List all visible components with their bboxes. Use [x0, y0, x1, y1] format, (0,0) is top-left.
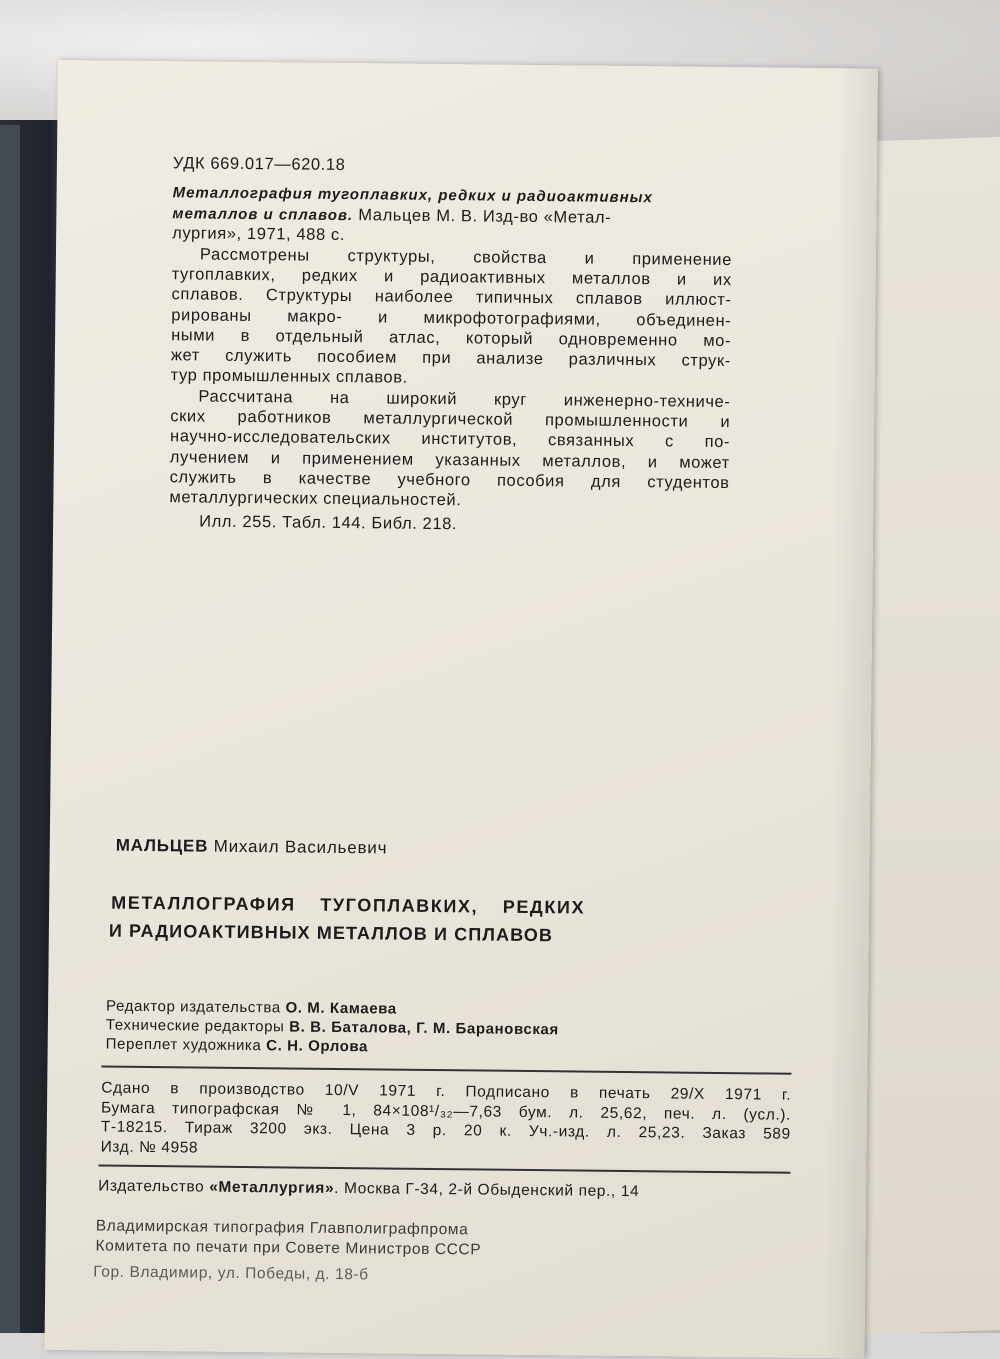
annotation-paragraph-1: Рассмотрены структуры, свойства и применение тугоплавких, редких и радиоактивных металлов и их сплавов. Структуры наиболее типичных сплавов иллюст- рированы макро- и микрофотографиями, объединен- ными в отдельный атлас, который одновременно мо- жет служить пособием при анализе различных струк- тур промышленных сплавов. — [170, 245, 733, 387]
annotation-title-line3: лургия», 1971, 488 с. — [172, 224, 346, 245]
author-given-names: Михаил Васильевич — [208, 836, 388, 858]
author-name — [116, 836, 388, 859]
publisher-address: . Москва Г-34, 2-й Обыденский пер., 14 — [334, 1179, 640, 1201]
credit-editor-name: О. М. Камаева — [285, 999, 397, 1018]
credit-tech-editors-name: В. В. Баталова, Г. М. Барановская — [289, 1018, 559, 1039]
printer-line-2: Комитета по печати при Совете Министров СССР — [95, 1237, 482, 1259]
book-page — [44, 60, 877, 1359]
credit-binding-artist-label: Переплет художника — [105, 1035, 267, 1055]
publisher-prefix: Издательство — [98, 1177, 210, 1196]
credit-binding-artist — [106, 1035, 369, 1058]
credit-editor-label: Редактор издательства — [106, 997, 286, 1017]
annotation-title-bold: металлов и сплавов. — [172, 205, 354, 225]
annotation-paragraph-2: Рассчитана на широкий круг инженерно-техниче- ских работников металлургической промышленности и научно-исследовательских институтов, связанных с по- лучением и применением указанных металлов, и может служить в качестве учебного пособия для студентов металлургических специальностей. — [169, 387, 731, 510]
imprint-top-rule — [101, 1066, 791, 1075]
annotation-title-rest: Мальцев М. В. Изд-во «Метал- — [353, 206, 612, 227]
credit-binding-artist-name: С. Н. Орлова — [266, 1037, 369, 1056]
author-surname: МАЛЬЦЕВ — [115, 835, 209, 856]
book-title-line1: МЕТАЛЛОГРАФИЯ ТУГОПЛАВКИХ, РЕДКИХ — [111, 892, 586, 918]
imprint-block: Сдано в производство 10/V 1971 г. Подписано в печать 29/X 1971 г. Бумага типографская № 1, 84×108¹/₃₂—7,63 бум. л. 25,62, печ. л. (усл.). Т-18215. Тираж 3200 экз. Цена 3 р. 20 к. Уч.-изд. л. 25,23. Заказ 589 Изд. № 4958 — [100, 1079, 792, 1157]
publisher-name: «Металлургия» — [209, 1178, 335, 1197]
printer-line-3: Гор. Владимир, ул. Победы, д. 18-б — [93, 1263, 369, 1284]
book-title-line2: И РАДИОАКТИВНЫХ МЕТАЛЛОВ И СПЛАВОВ — [108, 920, 554, 946]
annotation-stats: Илл. 255. Табл. 144. Библ. 218. — [199, 512, 458, 534]
book-cover-edge — [0, 125, 20, 1333]
imprint-bottom-rule — [98, 1164, 790, 1173]
udk-code: УДК 669.017—620.18 — [172, 154, 346, 175]
printer-line-1: Владимирская типография Главполиграфпрома — [95, 1217, 469, 1239]
publisher-line — [98, 1176, 639, 1202]
credit-tech-editors-label: Технические редакторы — [105, 1016, 290, 1036]
annotation-title-line1: Металлография тугоплавких, редких и радиоактивных — [172, 184, 653, 207]
